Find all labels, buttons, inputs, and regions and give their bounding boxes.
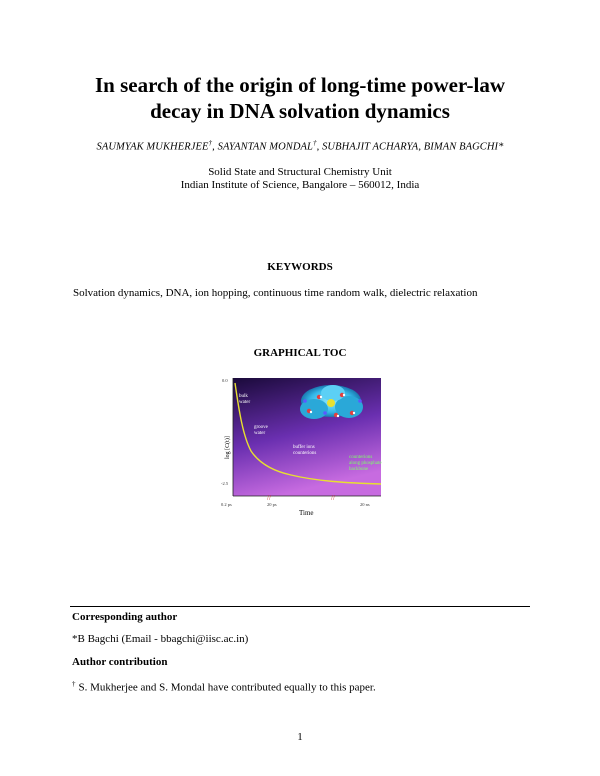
y-bottom-tick: -2.5 (221, 481, 229, 486)
author-2-mark: † (313, 139, 317, 147)
title-line-2: decay in DNA solvation dynamics (150, 99, 450, 123)
paper-title (40, 72, 560, 124)
graphical-toc-heading: GRAPHICAL TOC (253, 347, 347, 359)
x-tick-2: 20 ps (267, 502, 277, 507)
x-tick-3: 20 ns (360, 502, 370, 507)
svg-text:backbone: backbone (349, 467, 369, 472)
y-top-tick: 0.0 (222, 378, 228, 383)
graphical-toc-figure (221, 371, 391, 516)
svg-text:counterions: counterions (349, 455, 373, 460)
author-list: SAUMYAK MUKHERJEE†, SAYANTAN MONDAL†, SUBHAJIT ACHARYA, BIMAN BAGCHI* (96, 139, 504, 153)
affiliation-institute: Indian Institute of Science, Bangalore – 560012, India (180, 179, 420, 191)
title-line-1: In search of the origin of long-time power-law (94, 73, 506, 97)
author-2: SAYANTAN MONDAL (217, 141, 313, 153)
author-1-mark: † (208, 139, 213, 147)
affiliation (60, 166, 540, 192)
toc-figure-svg (221, 371, 391, 516)
svg-text:water: water (239, 400, 251, 405)
svg-text:bulk: bulk (239, 394, 248, 399)
page-number: 1 (297, 731, 303, 743)
axis-break-1: // (267, 494, 271, 502)
x-tick-1: 0.2 ps (221, 502, 232, 507)
keywords-heading: KEYWORDS (267, 261, 333, 273)
svg-text:counterions: counterions (293, 451, 317, 456)
y-axis-label: log [C(t)] (225, 436, 231, 459)
contribution-mark: † (72, 680, 76, 688)
svg-text:groove: groove (254, 425, 268, 430)
svg-text:along phosphate: along phosphate (349, 461, 382, 466)
svg-text:buffer ions: buffer ions (293, 445, 315, 450)
author-contribution-text (72, 680, 376, 694)
author-4: BIMAN BAGCHI* (423, 141, 504, 153)
keywords-text: Solvation dynamics, DNA, ion hopping, continuous time random walk, dielectric relaxation (73, 287, 478, 299)
author-3: SUBHAJIT ACHARYA (322, 141, 419, 153)
contribution-sentence: S. Mukherjee and S. Mondal have contributed equally to this paper. (78, 681, 376, 694)
x-axis-label: Time (299, 509, 314, 516)
svg-text:water: water (254, 431, 266, 436)
corresponding-author-text: *B Bagchi (Email - bbagchi@iisc.ac.in) (72, 633, 249, 645)
author-contribution-heading: Author contribution (72, 656, 168, 668)
author-1: SAUMYAK MUKHERJEE (96, 141, 209, 153)
label-buffer-ions (293, 445, 316, 456)
corresponding-author-heading: Corresponding author (72, 611, 178, 623)
axis-break-2: // (331, 494, 335, 502)
footnote-divider (70, 606, 530, 607)
affiliation-unit: Solid State and Structural Chemistry Unit (208, 166, 392, 178)
